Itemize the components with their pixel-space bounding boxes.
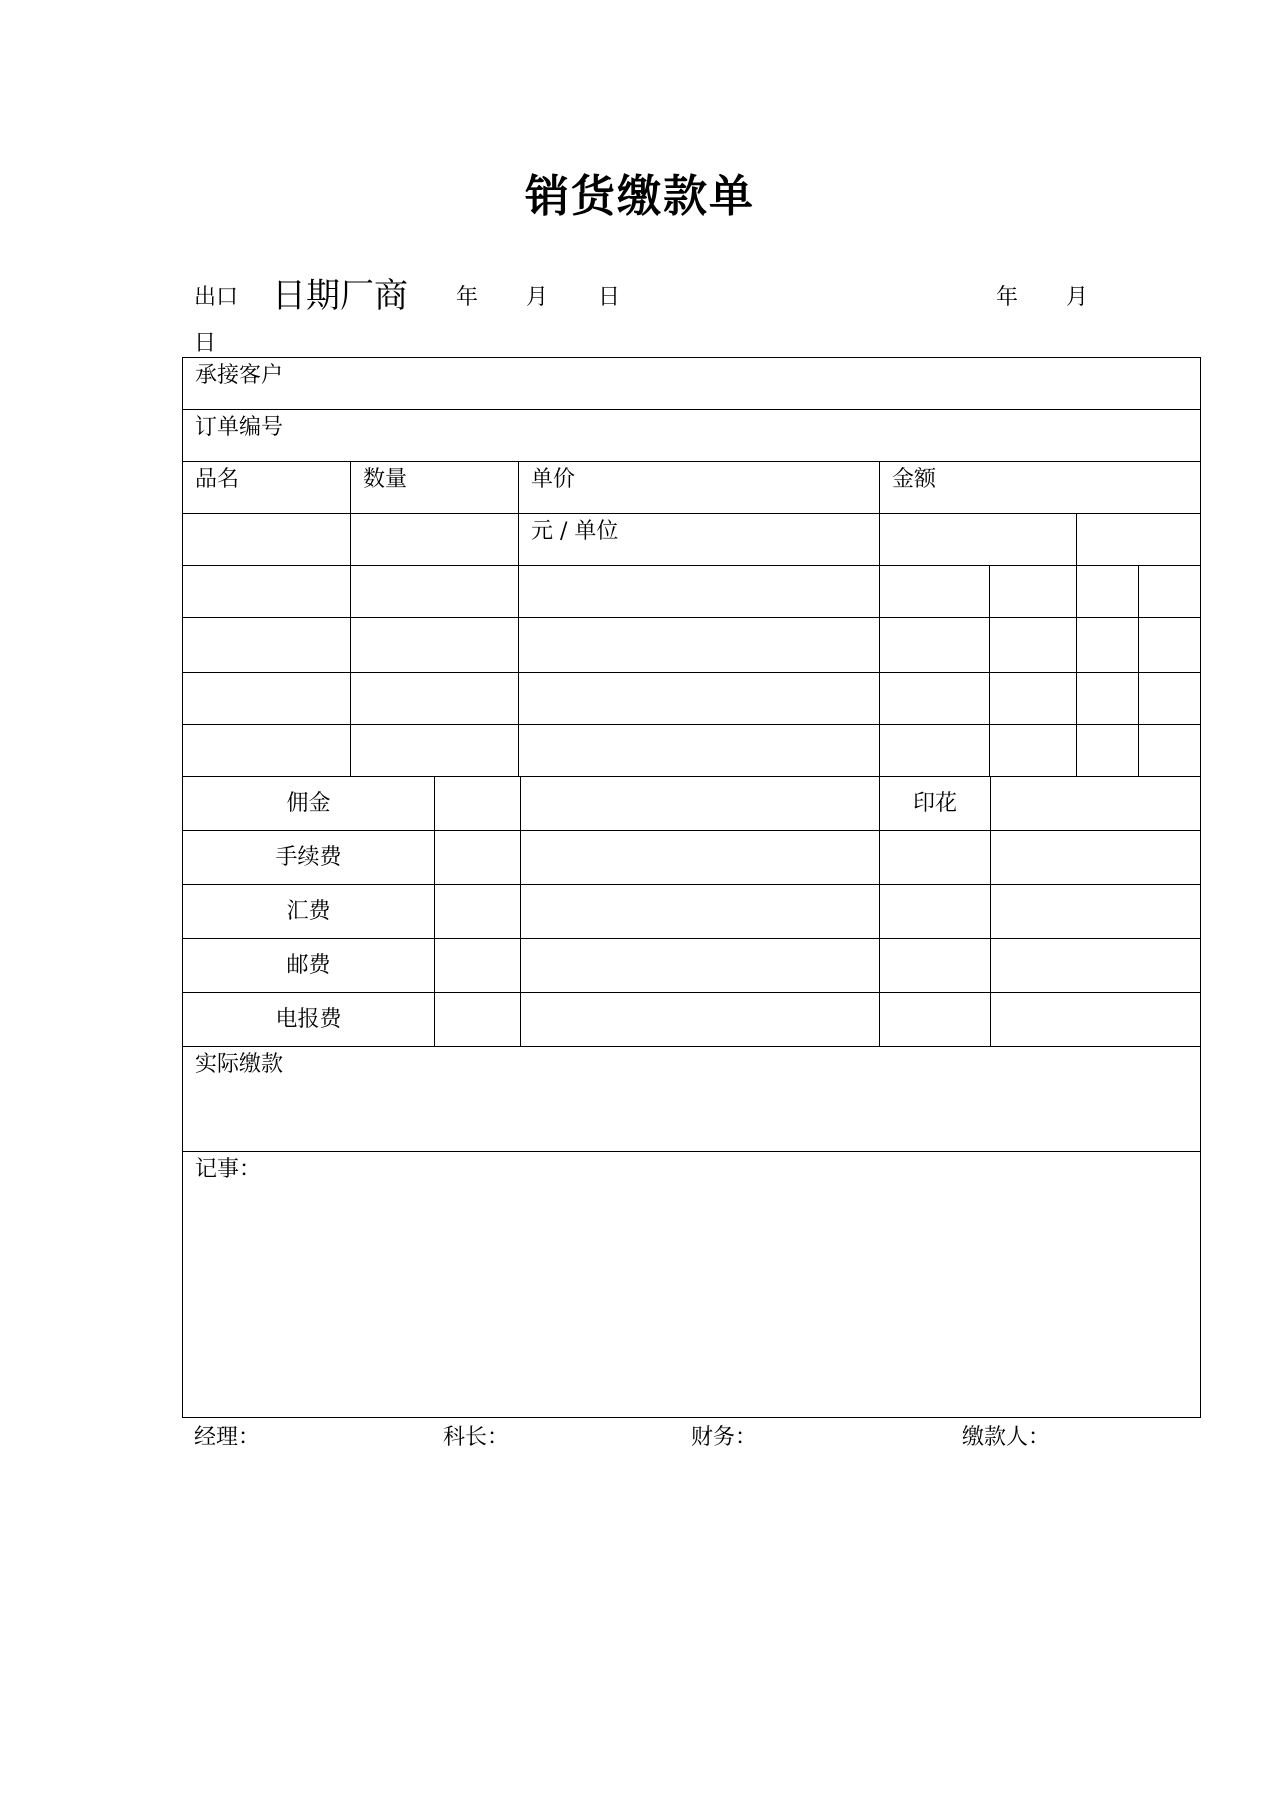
item-row — [183, 725, 1201, 777]
amount-digit-cell[interactable] — [990, 725, 1077, 777]
header-month-2: 月 — [1066, 285, 1089, 310]
unit-price-sub-header: 元 / 单位 — [519, 514, 880, 566]
notes-row — [183, 1152, 1201, 1418]
stamp-label: 印花 — [880, 777, 991, 831]
customer-label: 承接客户 — [195, 363, 284, 388]
unit-price-cell[interactable] — [519, 618, 880, 673]
amount-digit-cell[interactable] — [880, 566, 990, 618]
notes-label: 记事： — [195, 1157, 262, 1182]
fee-label: 汇费 — [183, 885, 435, 939]
fee-cell[interactable] — [521, 831, 880, 885]
quantity-cell[interactable] — [351, 673, 519, 725]
col-amount-header: 金额 — [880, 462, 1201, 514]
header-date-vendor: 日期厂商 — [272, 276, 408, 316]
fee-cell[interactable] — [435, 777, 521, 831]
fee-cell[interactable] — [521, 939, 880, 993]
unit-row — [183, 514, 1201, 566]
col-unit-price-header: 单价 — [519, 462, 880, 514]
fee-cell[interactable] — [991, 939, 1201, 993]
payment-form-table — [182, 357, 1201, 1418]
fee-cell[interactable] — [991, 831, 1201, 885]
fee-cell[interactable] — [521, 993, 880, 1047]
fee-cell[interactable] — [521, 885, 880, 939]
amount-cell[interactable] — [1077, 514, 1201, 566]
notes-field[interactable] — [183, 1152, 1201, 1418]
amount-digit-cell[interactable] — [1077, 725, 1139, 777]
unit-price-cell[interactable] — [519, 725, 880, 777]
actual-payment-field[interactable] — [183, 1047, 1201, 1152]
header-month-1: 月 — [526, 285, 549, 310]
customer-row — [183, 358, 1201, 410]
product-cell[interactable] — [183, 514, 351, 566]
fee-label: 邮费 — [183, 939, 435, 993]
amount-digit-cell[interactable] — [990, 673, 1077, 725]
amount-digit-cell[interactable] — [1077, 618, 1139, 673]
section-chief-signature-label: 科长： — [443, 1425, 510, 1450]
amount-digit-cell[interactable] — [880, 618, 990, 673]
amount-digit-cell[interactable] — [1077, 566, 1139, 618]
amount-digit-cell[interactable] — [990, 566, 1077, 618]
fee-cell[interactable] — [991, 885, 1201, 939]
amount-digit-cell[interactable] — [1139, 725, 1201, 777]
fee-cell[interactable] — [880, 993, 991, 1047]
header-day-2: 日 — [194, 331, 217, 356]
header-year-1: 年 — [456, 285, 479, 310]
fee-row — [183, 777, 1201, 831]
quantity-cell[interactable] — [351, 566, 519, 618]
unit-price-cell[interactable] — [519, 673, 880, 725]
fee-label: 电报费 — [183, 993, 435, 1047]
fee-row — [183, 885, 1201, 939]
quantity-cell[interactable] — [351, 514, 519, 566]
amount-digit-cell[interactable] — [1077, 673, 1139, 725]
fee-cell[interactable] — [435, 831, 521, 885]
manager-signature-label: 经理： — [194, 1425, 261, 1450]
amount-digit-cell[interactable] — [1139, 618, 1201, 673]
quantity-cell[interactable] — [351, 725, 519, 777]
column-header-row — [183, 462, 1201, 514]
fee-label: 佣金 — [183, 777, 435, 831]
page-title: 销货缴款单 — [525, 171, 755, 222]
fee-cell[interactable] — [880, 939, 991, 993]
amount-digit-cell[interactable] — [1139, 566, 1201, 618]
product-cell[interactable] — [183, 725, 351, 777]
header-chukou: 出口 — [194, 285, 239, 310]
header-day-1: 日 — [598, 285, 621, 310]
fee-row — [183, 993, 1201, 1047]
payer-signature-label: 缴款人： — [962, 1425, 1051, 1450]
amount-cell[interactable] — [880, 514, 1077, 566]
amount-digit-cell[interactable] — [990, 618, 1077, 673]
actual-payment-row — [183, 1047, 1201, 1152]
product-cell[interactable] — [183, 673, 351, 725]
header-year-2: 年 — [996, 285, 1019, 310]
unit-price-cell[interactable] — [519, 566, 880, 618]
product-cell[interactable] — [183, 618, 351, 673]
order-number-field[interactable] — [183, 410, 1201, 462]
fee-cell[interactable] — [991, 993, 1201, 1047]
fee-cell[interactable] — [880, 831, 991, 885]
order-number-label: 订单编号 — [195, 415, 284, 440]
item-row — [183, 566, 1201, 618]
col-product-header: 品名 — [183, 462, 351, 514]
actual-payment-label: 实际缴款 — [195, 1052, 284, 1077]
order-row — [183, 410, 1201, 462]
finance-signature-label: 财务： — [691, 1425, 758, 1450]
col-quantity-header: 数量 — [351, 462, 519, 514]
fee-label: 手续费 — [183, 831, 435, 885]
item-row — [183, 673, 1201, 725]
amount-digit-cell[interactable] — [880, 673, 990, 725]
item-row — [183, 618, 1201, 673]
fee-cell[interactable] — [435, 939, 521, 993]
fee-cell[interactable] — [435, 885, 521, 939]
product-cell[interactable] — [183, 566, 351, 618]
fee-cell[interactable] — [880, 885, 991, 939]
fee-cell[interactable] — [521, 777, 880, 831]
stamp-cell[interactable] — [991, 777, 1201, 831]
amount-digit-cell[interactable] — [880, 725, 990, 777]
amount-digit-cell[interactable] — [1139, 673, 1201, 725]
fee-cell[interactable] — [435, 993, 521, 1047]
quantity-cell[interactable] — [351, 618, 519, 673]
fee-row — [183, 939, 1201, 993]
fee-row — [183, 831, 1201, 885]
customer-field[interactable] — [183, 358, 1201, 410]
